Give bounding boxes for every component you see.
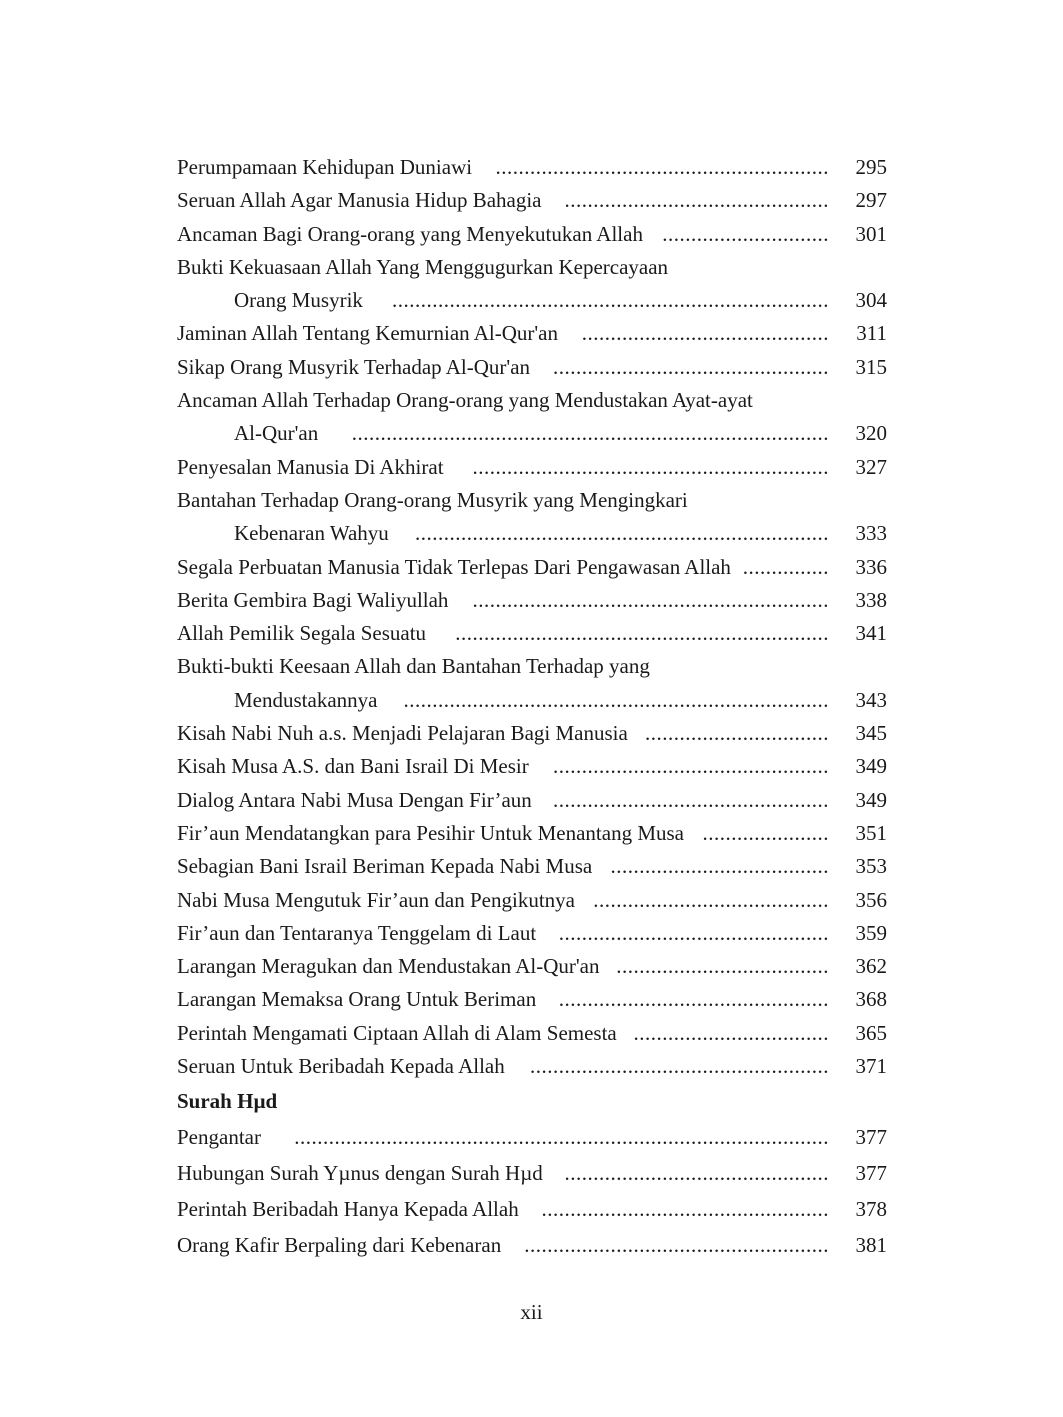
toc-entry-title: Nabi Musa Mengutuk Fir’aun dan Pengikutnya	[177, 887, 575, 912]
toc-entry-title: Penyesalan Manusia Di Akhirat	[177, 454, 444, 479]
toc-entry-title: Sebagian Bani Israil Beriman Kepada Nabi Musa	[177, 854, 593, 879]
toc-entry	[177, 850, 887, 883]
leader-dots: ............................................................................	[392, 288, 829, 313]
toc-entry-title: Segala Perbuatan Manusia Tidak Terlepas Dari Pengawasan Allah	[177, 554, 731, 579]
toc-entry	[177, 1227, 887, 1263]
toc-entry	[177, 1119, 887, 1155]
toc-entry	[177, 551, 887, 584]
toc-entry	[177, 384, 887, 417]
toc-entry-page: 381	[855, 1233, 887, 1258]
toc-entry-page: 343	[855, 687, 887, 712]
leader-dots: ................................................	[553, 354, 829, 379]
leader-dots: ................................................	[553, 754, 829, 779]
toc-entry	[177, 950, 887, 983]
toc-entry-title: Berita Gembira Bagi Waliyullah	[177, 587, 449, 612]
toc-entry-page: 311	[856, 321, 887, 346]
toc-entry-title: Perumpamaan Kehidupan Duniawi	[177, 155, 473, 179]
toc-entry-title: Orang Kafir Berpaling dari Kebenaran	[177, 1233, 502, 1258]
toc-entry	[177, 1017, 887, 1050]
toc-entry	[177, 784, 887, 817]
toc-entry	[177, 684, 887, 717]
leader-dots: ...................................................................................	[351, 421, 829, 446]
toc-entry-title: Seruan Allah Agar Manusia Hidup Bahagia	[177, 188, 542, 213]
toc-entry-page: 341	[855, 621, 887, 646]
toc-entry-title: Bukti Kekuasaan Allah Yang Menggugurkan Kepercayaan	[177, 254, 669, 279]
toc-entry-title: Larangan Memaksa Orang Untuk Beriman	[177, 987, 537, 1012]
toc-entry-title: Al-Qur'an	[234, 421, 319, 446]
toc-entry-page: 338	[855, 587, 887, 612]
toc-entry-page: 362	[855, 954, 887, 979]
toc-entry-title: Kebenaran Wahyu	[234, 521, 389, 546]
leader-dots: ........................................................................	[415, 521, 829, 546]
leader-dots: ..............................................	[564, 188, 829, 213]
leader-dots: ...............................................	[558, 987, 829, 1012]
toc-entry-page: 320	[855, 421, 887, 446]
toc-entry	[177, 417, 887, 450]
toc-entry-title: Hubungan Surah Yµnus dengan Surah Hµd	[177, 1161, 543, 1186]
toc-entry	[177, 983, 887, 1016]
toc-entry-title: Bukti-bukti Keesaan Allah dan Bantahan Terhadap yang	[177, 654, 650, 679]
toc-entry	[177, 351, 887, 384]
leader-dots: ..............................................	[564, 1161, 829, 1186]
toc-entry-page: 327	[855, 454, 887, 479]
toc-entry-title: Larangan Meragukan dan Mendustakan Al-Qur'an	[177, 954, 600, 979]
toc-entry	[177, 717, 887, 750]
toc-entry	[177, 1155, 887, 1191]
toc-entry	[177, 817, 887, 850]
section-heading	[177, 1083, 887, 1119]
toc-entry-title: Fir’aun dan Tentaranya Tenggelam di Laut	[177, 920, 537, 945]
toc-entry	[177, 917, 887, 950]
leader-dots: ..............................................................	[472, 587, 829, 612]
toc-entry-page: 371	[855, 1054, 887, 1079]
toc-entry	[177, 151, 887, 184]
toc-entry-title: Dialog Antara Nabi Musa Dengan Fir’aun	[177, 787, 532, 812]
toc-entry	[177, 184, 887, 217]
leader-dots: ................................................	[553, 787, 829, 812]
leader-dots: .............................	[662, 221, 829, 246]
leader-dots: .................................................................	[455, 621, 829, 646]
toc-entry	[177, 884, 887, 917]
toc-entry	[177, 517, 887, 550]
toc-entry	[177, 451, 887, 484]
toc-entry-title: Pengantar	[177, 1125, 261, 1150]
toc-entry-title: Bantahan Terhadap Orang-orang Musyrik yang Mengingkari	[177, 487, 688, 512]
toc-entry	[177, 1050, 887, 1083]
toc-entry-page: 356	[855, 887, 887, 912]
toc-entry	[177, 750, 887, 783]
toc-entry-page: 297	[855, 188, 887, 213]
toc-entry-title: Fir’aun Mendatangkan para Pesihir Untuk Menantang Musa	[177, 820, 684, 845]
toc-entry-page: 333	[855, 521, 887, 546]
toc-entry-page: 315	[855, 354, 887, 379]
leader-dots: ..............................................................	[472, 454, 829, 479]
toc-entry	[177, 317, 887, 350]
leader-dots: .............................................................................................	[294, 1125, 829, 1150]
leader-dots: ....................................................	[530, 1054, 829, 1079]
toc-entry-page: 378	[855, 1197, 887, 1222]
toc-entry	[177, 251, 887, 284]
toc-entry	[177, 584, 887, 617]
leader-dots: ..................................................	[541, 1197, 829, 1222]
toc-entry	[177, 218, 887, 251]
toc-entry-page: 349	[855, 787, 887, 812]
toc-entry-title: Orang Musyrik	[234, 288, 363, 313]
leader-dots: ...........................................	[581, 321, 829, 346]
toc-entry-title: Kisah Nabi Nuh a.s. Menjadi Pelajaran Bagi Manusia	[177, 721, 628, 746]
toc-entry-page: 301	[855, 221, 887, 246]
leader-dots: .....................................................	[524, 1233, 829, 1258]
toc-entry-title: Kisah Musa A.S. dan Bani Israil Di Mesir	[177, 754, 529, 779]
leader-dots: .....................................	[616, 954, 829, 979]
toc-entry-page: 349	[855, 754, 887, 779]
toc-entry-title: Jaminan Allah Tentang Kemurnian Al-Qur'an	[177, 321, 559, 346]
page-number: xii	[520, 1300, 543, 1324]
leader-dots: ......................	[702, 820, 829, 845]
leader-dots: ................................	[645, 721, 829, 746]
toc-entry-title: Perintah Beribadah Hanya Kepada Allah	[177, 1197, 519, 1222]
toc-entry-page: 377	[855, 1125, 887, 1150]
toc-entry-title: Ancaman Bagi Orang-orang yang Menyekutukan Allah	[177, 221, 643, 246]
toc-entry	[177, 284, 887, 317]
toc-entry-page: 336	[855, 554, 887, 579]
leader-dots: ...............	[742, 554, 829, 579]
toc-entry-page: 359	[855, 920, 887, 945]
toc-entry-page: 368	[855, 987, 887, 1012]
toc-entry-title: Seruan Untuk Beribadah Kepada Allah	[177, 1054, 505, 1079]
toc-entry-page: 304	[855, 288, 887, 313]
section-heading-text: Surah Hµd	[177, 1089, 278, 1114]
leader-dots: ..................................	[633, 1020, 829, 1045]
leader-dots: ..........................................................................	[403, 687, 829, 712]
toc-entry-title: Perintah Mengamati Ciptaan Allah di Alam Semesta	[177, 1020, 617, 1045]
toc-entry	[177, 650, 887, 683]
leader-dots: ......................................	[610, 854, 829, 879]
toc-entry	[177, 484, 887, 517]
toc-entry-page: 377	[855, 1161, 887, 1186]
toc-entry-title: Mendustakannya	[234, 687, 378, 712]
toc-entry-title: Allah Pemilik Segala Sesuatu	[177, 621, 427, 646]
toc-entry-page: 351	[855, 820, 887, 845]
leader-dots: ..........................................................	[495, 155, 829, 179]
toc-entry-title: Ancaman Allah Terhadap Orang-orang yang Mendustakan Ayat-ayat	[177, 388, 753, 413]
toc-entry-page: 345	[855, 721, 887, 746]
toc-entry-title: Sikap Orang Musyrik Terhadap Al-Qur'an	[177, 354, 531, 379]
table-of-contents	[177, 151, 887, 1263]
leader-dots: .........................................	[593, 887, 829, 912]
toc-entry	[177, 617, 887, 650]
toc-entry-page: 295	[855, 155, 887, 179]
toc-entry	[177, 1191, 887, 1227]
toc-entry-page: 353	[855, 854, 887, 879]
toc-entry-page: 365	[855, 1020, 887, 1045]
leader-dots: ...............................................	[558, 920, 829, 945]
